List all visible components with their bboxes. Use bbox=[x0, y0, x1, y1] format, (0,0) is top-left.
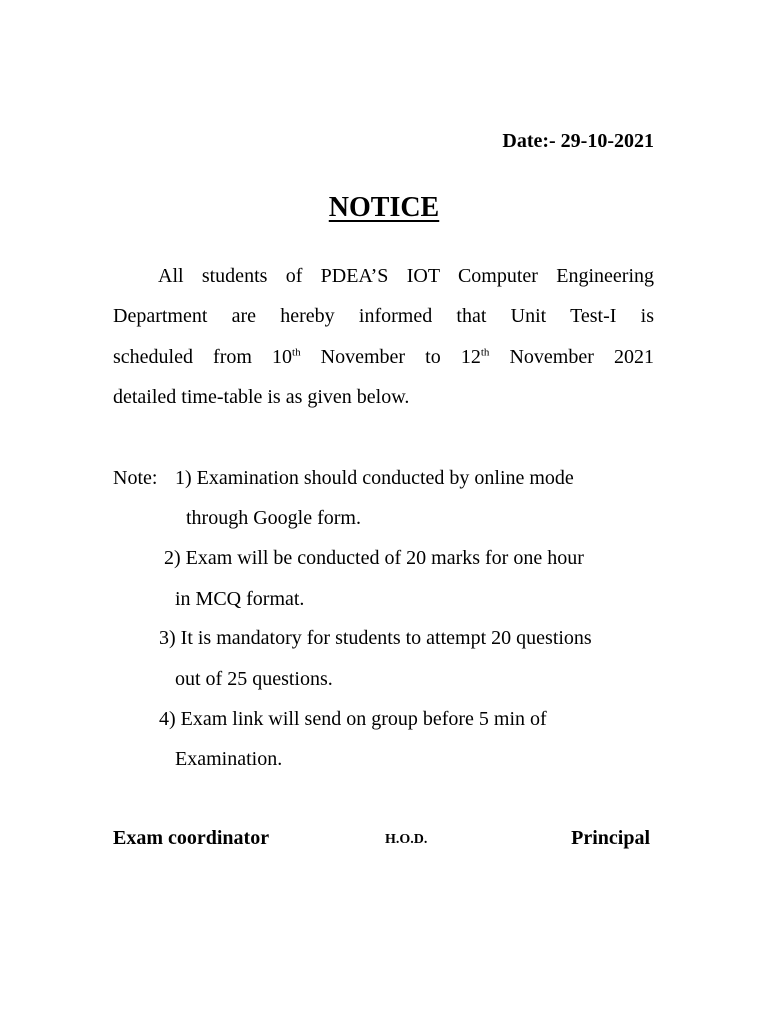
signature-exam-coordinator: Exam coordinator bbox=[113, 827, 270, 849]
signature-principal: Principal bbox=[571, 827, 650, 849]
note-2-line-1: 2) Exam will be conducted of 20 marks for one hour bbox=[164, 547, 584, 569]
paragraph-line-2: Department are hereby informed that Unit Test-I is bbox=[113, 305, 654, 327]
paragraph-line-3-part-1: scheduled from 10 bbox=[113, 346, 293, 368]
superscript-th-1: th bbox=[292, 346, 301, 359]
note-label: Note: bbox=[113, 467, 158, 489]
note-1-line-1: 1) Examination should conducted by online mode bbox=[175, 467, 574, 489]
paragraph-line-3-part-3: November 2021 bbox=[489, 346, 654, 368]
notice-title: NOTICE bbox=[328, 192, 440, 223]
paragraph-line-1: All students of PDEA’S IOT Computer Engineering bbox=[158, 265, 654, 287]
note-3-line-1: 3) It is mandatory for students to attempt 20 questions bbox=[159, 627, 592, 649]
paragraph-line-3-part-2: November to 12 bbox=[300, 346, 481, 368]
paragraph-line-3 bbox=[113, 345, 654, 369]
notice-date: Date:- 29-10-2021 bbox=[502, 130, 654, 152]
note-4-line-1: 4) Exam link will send on group before 5 min of bbox=[159, 708, 547, 730]
superscript-th-2: th bbox=[480, 346, 490, 359]
paragraph-line-4: detailed time-table is as given below. bbox=[113, 386, 410, 408]
note-1-line-2: through Google form. bbox=[186, 507, 361, 529]
note-2-line-2: in MCQ format. bbox=[175, 588, 305, 610]
signature-hod: H.O.D. bbox=[385, 832, 428, 847]
note-4-line-2: Examination. bbox=[175, 748, 283, 770]
note-3-line-2: out of 25 questions. bbox=[175, 668, 333, 690]
